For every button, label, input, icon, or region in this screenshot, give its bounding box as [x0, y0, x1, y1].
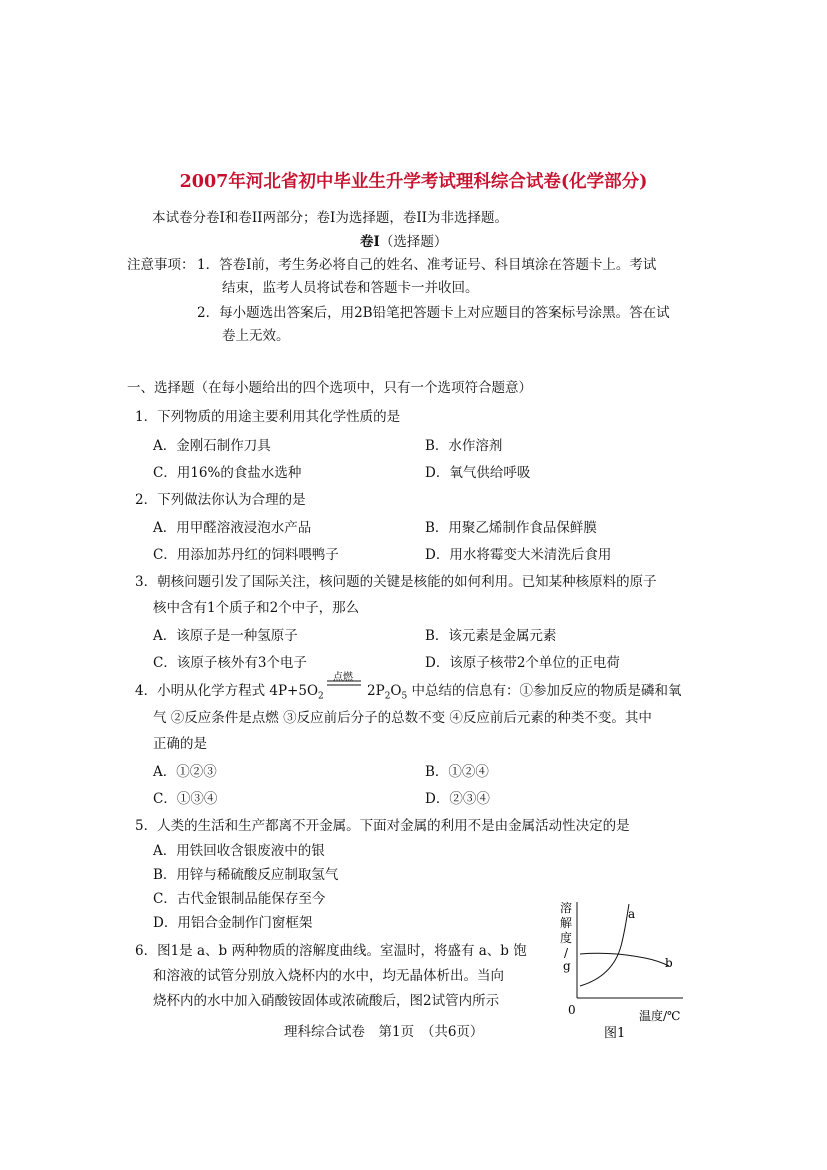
q2-option-a: A．用甲醛溶液浸泡水产品 [153, 520, 312, 536]
q4-product-o: O [390, 683, 402, 699]
figure1-ylabel-char-5: g [563, 959, 571, 973]
figure1-solubility-chart [555, 896, 695, 1046]
q5-option-b: B．用锌与稀硫酸反应制取氢气 [153, 867, 339, 883]
q4-stem-line-2: 气 ②反应条件是点燃 ③反应前后分子的总数不变 ④反应前后元素的种类不变。其中 [153, 710, 652, 726]
q4-option-a: A．①②③ [153, 764, 217, 780]
figure1-ylabel-char-3: 度 [560, 931, 573, 945]
q4-reaction-condition: 点燃 [333, 672, 353, 683]
q2-option-d: D．用水将霉变大米清洗后食用 [425, 547, 612, 563]
q4-option-c: C．①③④ [153, 791, 218, 807]
section-title-rest: （选择题） [379, 234, 448, 250]
figure1-series-b-label: b [665, 956, 673, 970]
q3-option-b: B．该元素是金属元素 [425, 628, 557, 644]
q6-line-2: 和溶液的试管分别放入烧杯内的水中，均无晶体析出。当向 [153, 968, 504, 984]
q2-option-c: C．用添加苏丹红的饲料喂鸭子 [153, 547, 339, 563]
q5-stem: 5．人类的生活和生产都离不开金属。下面对金属的利用不是由金属活动性决定的是 [135, 818, 630, 834]
page-footer: 理科综合试卷 第1页 （共6页） [284, 1024, 484, 1040]
q5-option-c: C．古代金银制品能保存至今 [153, 891, 326, 907]
figure1-ylabel-char-2: 解 [560, 916, 573, 930]
q4-stem-line-3: 正确的是 [153, 736, 207, 752]
q4-option-d: D．②③④ [425, 791, 490, 807]
q4-product-pre: 2P [367, 683, 385, 699]
q3-option-c: C．该原子核外有3个电子 [153, 655, 307, 671]
notes-label: 注意事项： [127, 257, 195, 273]
section-title [360, 230, 447, 250]
q4-stem-line-1 [135, 679, 324, 702]
note-2-line-2: 卷上无效。 [222, 328, 290, 344]
q3-option-d: D．该原子核带2个单位的正电荷 [425, 655, 620, 671]
q4-stem-line-1-right [367, 679, 682, 702]
figure1-xlabel: 温度/℃ [639, 1009, 681, 1023]
q2-option-b: B．用聚乙烯制作食品保鲜膜 [425, 520, 597, 536]
figure1-series-a-label: a [628, 907, 636, 921]
q1-option-c: C．用16%的食盐水选种 [153, 465, 302, 481]
note-2-line-1: 2．每小题选出答案后，用2B铅笔把答题卡上对应题目的答案标号涂黑。答在试 [197, 305, 670, 321]
exam-title: 2007年河北省初中毕业生升学考试理科综合试卷(化学部分) [179, 172, 648, 192]
q3-stem-line-1: 3．朝核问题引发了国际关注，核问题的关键是核能的如何利用。已知某种核原料的原子 [135, 574, 657, 590]
q4-subscript-o5: 5 [401, 691, 408, 702]
q4-stem-post: 中总结的信息有：①参加反应的物质是磷和氧 [407, 683, 682, 699]
q5-option-d: D．用铝合金制作门窗框架 [153, 915, 313, 931]
figure1-ylabel-char-4: / [564, 946, 569, 960]
q3-option-a: A．该原子是一种氢原子 [153, 628, 298, 644]
equals-sign-icon [327, 678, 361, 688]
figure1-ylabel-char-1: 溶 [560, 901, 573, 915]
q1-stem: 1．下列物质的用途主要利用其化学性质的是 [135, 409, 401, 425]
q4-subscript-p: 2 [384, 691, 391, 702]
figure1-origin-label: 0 [568, 1003, 576, 1017]
figure1-curve-b [580, 953, 669, 966]
q5-option-a: A．用铁回收含银废液中的银 [153, 843, 325, 859]
q1-option-d: D．氧气供给呼吸 [425, 465, 531, 481]
q4-stem-pre: 4．小明从化学方程式 4P+5O [135, 683, 319, 699]
q4-option-b: B．①②④ [425, 764, 489, 780]
q2-stem: 2．下列做法你认为合理的是 [135, 492, 306, 508]
q1-option-a: A．金刚石制作刀具 [153, 438, 271, 454]
q1-option-b: B．水作溶剂 [425, 438, 503, 454]
part1-header: 一、选择题（在每小题给出的四个选项中，只有一个选项符合题意） [127, 380, 532, 396]
q4-subscript-o2: 2 [318, 691, 324, 702]
section-title-bold: 卷I [360, 234, 380, 250]
note-1-line-1: 1．答卷I前，考生务必将自己的姓名、准考证号、科目填涂在答题卡上。考试 [197, 257, 657, 273]
intro-text: 本试卷分卷I和卷II两部分；卷I为选择题，卷II为非选择题。 [152, 210, 508, 226]
q6-line-3: 烧杯内的水中加入硝酸铵固体或浓硫酸后，图2试管内所示 [153, 993, 500, 1009]
figure1-caption: 图1 [604, 1026, 626, 1041]
note-1-line-2: 结束，监考人员将试卷和答题卡一并收回。 [222, 280, 479, 296]
figure1-curve-a [580, 904, 629, 986]
q6-line-1: 6．图1是 a、b 两种物质的溶解度曲线。室温时，将盛有 a、b 饱 [135, 943, 527, 959]
q3-stem-line-2: 核中含有1个质子和2个中子，那么 [153, 600, 360, 616]
